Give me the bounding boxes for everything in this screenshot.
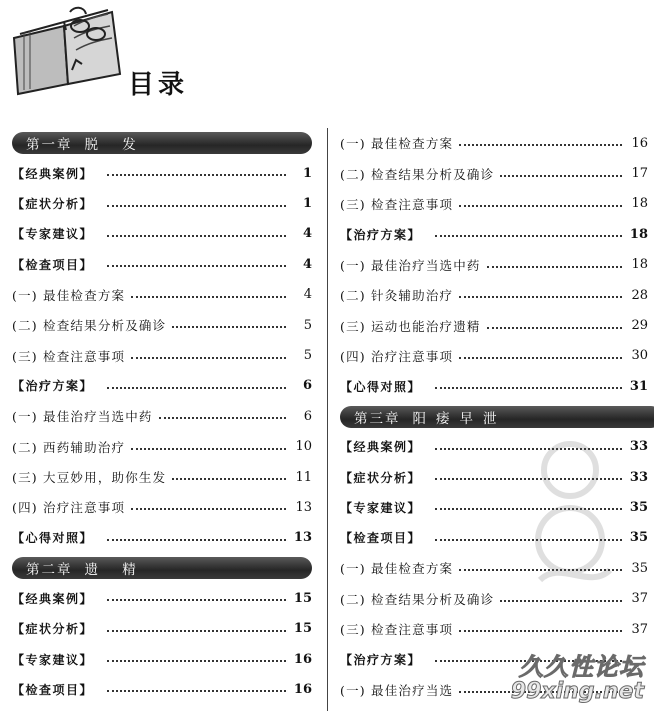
watermark-url: 99xing.net — [510, 679, 644, 704]
chapter-number: 第三章 — [354, 410, 401, 427]
dot-leader — [107, 630, 286, 632]
entry-title: (三) 检查注意事项 — [340, 622, 454, 638]
dot-leader — [159, 417, 286, 419]
toc-subsection-entry[interactable] — [340, 341, 648, 371]
column-divider — [327, 128, 328, 711]
chapter-number: 第一章 — [26, 137, 73, 153]
entry-title: (二) 检查结果分析及确诊 — [340, 166, 495, 182]
dot-leader — [107, 205, 286, 207]
toc-subsection-entry[interactable] — [340, 189, 648, 219]
dot-leader — [107, 660, 286, 662]
page-number: 5 — [303, 317, 312, 333]
entry-title: 【经典案例】 — [12, 591, 94, 606]
toc-section-entry[interactable] — [340, 371, 648, 401]
dot-leader — [459, 144, 622, 146]
dot-leader — [487, 266, 622, 268]
entry-title: 【症状分析】 — [340, 470, 422, 485]
forum-watermark — [511, 655, 644, 703]
entry-title: (一) 最佳检查方案 — [340, 561, 454, 577]
page-number: 35 — [629, 499, 648, 515]
entry-title: 【症状分析】 — [12, 197, 94, 212]
page-title: 目录 — [128, 70, 189, 100]
entry-title: (三) 检查注意事项 — [12, 348, 126, 364]
chapter-title: 阳痿早泄 — [412, 410, 507, 427]
toc-subsection-entry[interactable] — [12, 310, 312, 340]
entry-title: (四) 治疗注意事项 — [340, 348, 454, 364]
entry-title: (一) 最佳检查方案 — [12, 287, 126, 303]
toc-section-entry[interactable] — [12, 583, 312, 613]
page-number: 10 — [295, 439, 312, 455]
toc-subsection-entry[interactable] — [12, 462, 312, 492]
dot-leader — [131, 508, 286, 510]
entry-title: (三) 大豆妙用，助你生发 — [12, 470, 167, 486]
entry-title: (一) 最佳治疗当选中药 — [12, 409, 153, 425]
entry-title: 【治疗方案】 — [340, 227, 422, 242]
toc-subsection-entry[interactable] — [340, 310, 648, 340]
toc-subsection-entry[interactable] — [12, 401, 312, 431]
page-number: 29 — [631, 318, 648, 334]
dot-leader — [107, 599, 286, 601]
toc-subsection-entry[interactable] — [340, 614, 648, 644]
dot-leader — [131, 357, 286, 359]
entry-title: 【检查项目】 — [12, 257, 94, 272]
page-number: 35 — [631, 560, 648, 576]
dot-leader — [107, 690, 286, 692]
dot-leader — [131, 448, 286, 450]
dot-leader — [435, 235, 622, 237]
toc-section-entry[interactable] — [12, 523, 312, 553]
page-number: 37 — [631, 591, 648, 607]
dot-leader — [459, 205, 622, 207]
entry-title: 【经典案例】 — [12, 166, 94, 181]
entry-title: (四) 治疗注意事项 — [12, 500, 126, 516]
entry-title: (二) 西药辅助治疗 — [12, 439, 126, 455]
toc-section-entry[interactable] — [12, 249, 312, 279]
entry-title: 【专家建议】 — [12, 227, 94, 242]
dot-leader — [107, 539, 286, 541]
page-number: 31 — [629, 378, 648, 394]
page-number: 17 — [631, 166, 648, 182]
page-number: 18 — [629, 226, 648, 242]
toc-section-entry[interactable] — [12, 644, 312, 674]
dot-leader — [172, 478, 286, 480]
entry-title: (二) 检查结果分析及确诊 — [340, 591, 495, 607]
toc-subsection-entry[interactable] — [12, 280, 312, 310]
toc-section-entry[interactable] — [12, 613, 312, 643]
dot-leader — [131, 296, 286, 298]
chapter-title: 脱 发 — [84, 137, 146, 153]
toc-subsection-entry[interactable] — [340, 158, 648, 188]
page-number: 1 — [302, 196, 312, 212]
chapter-title: 遗 精 — [84, 562, 146, 579]
toc-subsection-entry[interactable] — [12, 432, 312, 462]
dot-leader — [487, 327, 622, 329]
page-number: 6 — [303, 408, 312, 424]
dot-leader — [459, 296, 622, 298]
page-number: 6 — [302, 378, 312, 394]
page-number: 1 — [302, 165, 312, 181]
chapter-heading — [12, 132, 312, 154]
entry-title: 【专家建议】 — [12, 652, 94, 667]
page-number: 30 — [631, 348, 648, 364]
toc-subsection-entry[interactable] — [12, 492, 312, 522]
toc-section-entry[interactable] — [12, 371, 312, 401]
entry-title: (二) 针灸辅助治疗 — [340, 288, 454, 304]
entry-title: 【治疗方案】 — [340, 652, 422, 667]
chapter-heading — [340, 406, 654, 428]
toc-subsection-entry[interactable] — [340, 128, 648, 158]
entry-title: 【检查项目】 — [12, 682, 94, 697]
dot-leader — [459, 357, 622, 359]
toc-section-entry[interactable] — [340, 219, 648, 249]
page-number: 33 — [629, 469, 648, 485]
entry-title: 【专家建议】 — [340, 500, 422, 515]
toc-left-column — [12, 128, 312, 705]
watermark-seal-decoration — [510, 430, 630, 600]
toc-section-entry[interactable] — [12, 188, 312, 218]
dot-leader — [500, 175, 622, 177]
entry-title: (二) 检查结果分析及确诊 — [12, 318, 167, 334]
entry-title: (一) 最佳治疗当选 — [340, 682, 454, 698]
page-number: 4 — [302, 256, 312, 272]
page-number: 16 — [293, 681, 312, 697]
toc-section-entry[interactable] — [12, 674, 312, 704]
toc-subsection-entry[interactable] — [340, 250, 648, 280]
page-number: 33 — [629, 439, 648, 455]
open-book-icon — [8, 4, 128, 96]
page-number: 15 — [293, 621, 312, 637]
entry-title: (三) 运动也能治疗遗精 — [340, 318, 481, 334]
page-number: 13 — [293, 530, 312, 546]
entry-title: 【治疗方案】 — [12, 379, 94, 394]
entry-title: (一) 最佳治疗当选中药 — [340, 257, 481, 273]
toc-subsection-entry[interactable] — [340, 280, 648, 310]
entry-title: (一) 最佳检查方案 — [340, 136, 454, 152]
chapter-number: 第二章 — [26, 562, 73, 579]
chapter-heading — [12, 557, 312, 579]
dot-leader — [435, 387, 622, 389]
page-number: 37 — [631, 621, 648, 637]
page-number: 13 — [295, 499, 312, 515]
page-number: 18 — [631, 196, 648, 212]
dot-leader — [107, 387, 286, 389]
dot-leader — [459, 630, 622, 632]
dot-leader — [107, 235, 286, 237]
page-number: 11 — [295, 469, 312, 485]
entry-title: 【心得对照】 — [340, 379, 422, 394]
toc-section-entry[interactable] — [12, 158, 312, 188]
page-number: 15 — [293, 590, 312, 606]
page-number: 18 — [631, 257, 648, 273]
entry-title: 【症状分析】 — [12, 622, 94, 637]
entry-title: 【心得对照】 — [12, 531, 94, 546]
toc-section-entry[interactable] — [12, 219, 312, 249]
page-number: 35 — [629, 530, 648, 546]
dot-leader — [172, 326, 286, 328]
page-number: 16 — [631, 135, 648, 151]
watermark-text: 久久性论坛 — [519, 653, 644, 681]
dot-leader — [107, 174, 286, 176]
page-number: 16 — [293, 651, 312, 667]
page-number: 4 — [303, 287, 312, 303]
toc-subsection-entry[interactable] — [12, 340, 312, 370]
dot-leader — [107, 265, 286, 267]
toc-right-column — [340, 128, 648, 705]
entry-title: 【检查项目】 — [340, 531, 422, 546]
entry-title: (三) 检查注意事项 — [340, 196, 454, 212]
entry-title: 【经典案例】 — [340, 440, 422, 455]
page-number: 4 — [302, 226, 312, 242]
page-number: 28 — [631, 287, 648, 303]
page-number: 5 — [303, 348, 312, 364]
